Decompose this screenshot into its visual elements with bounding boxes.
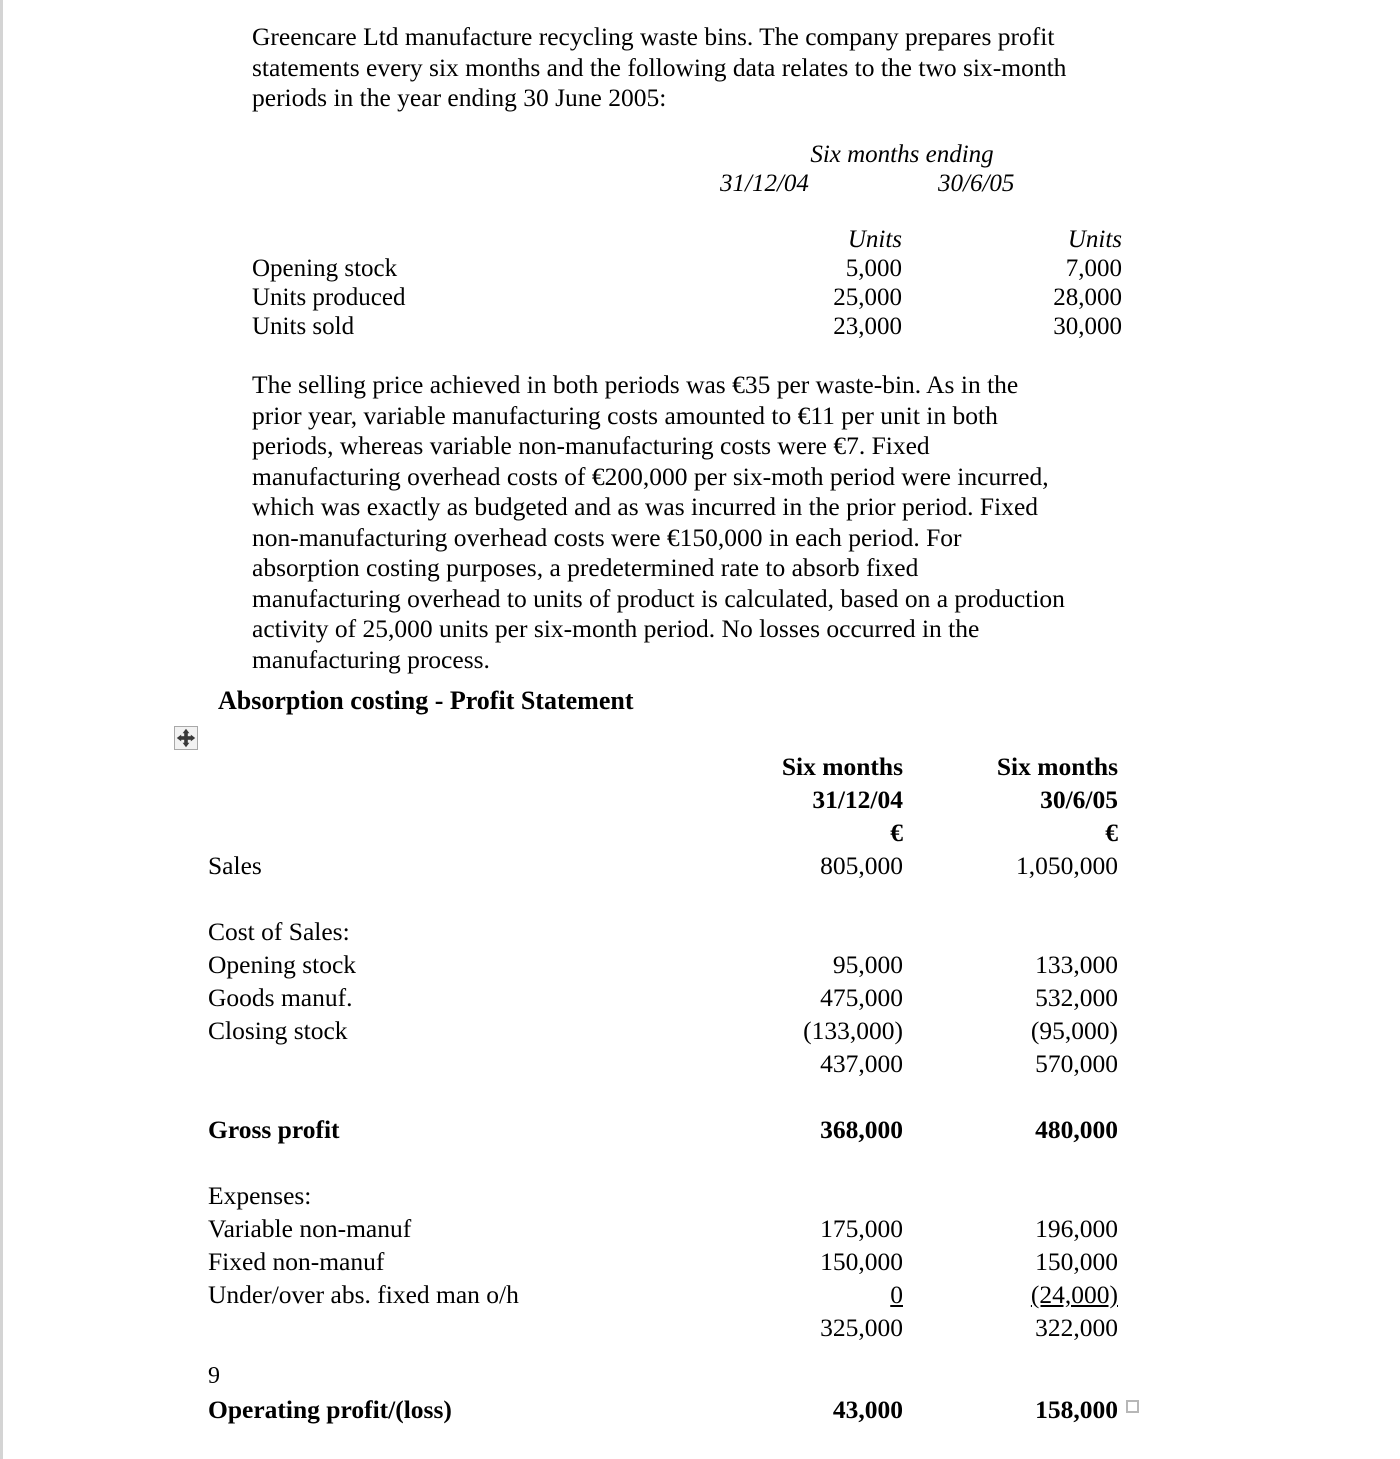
row-value-goods-manuf-col2: 532,000: [1035, 983, 1118, 1012]
statement-header-blank-2: [208, 783, 678, 816]
page-number-row: [208, 1360, 1118, 1393]
table-row-cost-of-sales-total: [208, 1047, 1118, 1080]
row-label-under-over-abs: Under/over abs. fixed man o/h: [208, 1280, 519, 1309]
page-title: Absorption costing - Profit Statement: [218, 686, 634, 715]
intro-units-header-1: Units: [847, 226, 902, 253]
intro-row-value-1-1: 25,000: [833, 284, 902, 311]
row-label-operating-profit: Operating profit/(loss): [208, 1395, 452, 1424]
row-value-operating-profit-col2: 158,000: [1035, 1395, 1118, 1424]
gap-cell-3c: [903, 1146, 1118, 1179]
row-label-opening-stock: Opening stock: [208, 950, 357, 979]
table-row-under-over-abs: [208, 1278, 1118, 1311]
row-value-goods-manuf-col1: 475,000: [820, 983, 903, 1012]
row-value-variable-non-manuf-col1: 175,000: [820, 1214, 903, 1243]
gap-cell-4a: [208, 1344, 678, 1360]
intro-row-label-1: Units produced: [252, 284, 406, 311]
gap-cell-4b: [678, 1344, 903, 1360]
row-value-expenses-header-col2: [903, 1179, 1118, 1212]
row-value-expenses-total-col2: 322,000: [1035, 1313, 1118, 1342]
gap-cell-2b: [678, 1080, 903, 1113]
row-label-cost-of-sales: Cost of Sales:: [208, 917, 350, 946]
row-value-sales-col2: 1,050,000: [1016, 851, 1118, 880]
intro-spacer-row: [252, 198, 1122, 225]
statement-currency-blank: [208, 816, 678, 849]
row-value-expenses-header-col1: [678, 1179, 903, 1212]
intro-row-label-0: Opening stock: [252, 255, 398, 282]
row-value-variable-non-manuf-col2: 196,000: [1035, 1214, 1118, 1243]
page-number-blank-1: [678, 1360, 903, 1393]
statement-gap-3: [208, 1146, 1118, 1179]
intro-paragraph-1: Greencare Ltd manufacture recycling waste bins. The company prepares profit statements every six months and the following data relates to the two six-month periods in the year ending 30 June 2005:: [252, 22, 1067, 112]
statement-gap-2: [208, 1080, 1118, 1113]
gap-cell-1c: [903, 882, 1118, 915]
intro-span-blank: [252, 140, 682, 169]
gap-cell-3b: [678, 1146, 903, 1179]
table-row-opening-stock: [208, 948, 1118, 981]
row-value-cos-header-col1: [678, 915, 903, 948]
intro-spacer-cell-2: [682, 198, 902, 225]
table-row-fixed-non-manuf: [208, 1245, 1118, 1278]
table-row-cost-of-sales-header: [208, 915, 1118, 948]
move-cross-icon: [175, 727, 197, 749]
row-value-under-over-abs-col1: [678, 1278, 903, 1311]
statement-header-1-col2: Six months: [996, 752, 1118, 781]
statement-header-row-1: [208, 750, 1118, 783]
row-value-opening-stock-col1: 95,000: [832, 950, 903, 979]
intro-row-value-2-1: 23,000: [833, 313, 902, 340]
table-row-expenses-header: [208, 1179, 1118, 1212]
intro-spacer-cell-1: [252, 198, 682, 225]
row-value-operating-profit-col1: 43,000: [832, 1395, 903, 1424]
row-value-under-over-abs-col2: [903, 1278, 1118, 1311]
row-label-cos-total: [208, 1047, 678, 1080]
intro-span-header: Six months ending: [810, 141, 994, 168]
row-value-closing-stock-col2: (95,000): [1030, 1016, 1118, 1045]
underlined-value-col2: (24,000): [1030, 1280, 1118, 1309]
table-row: [252, 312, 1122, 341]
table-row-sales: [208, 849, 1118, 882]
intro-period-header-2: 30/6/05: [938, 170, 1015, 197]
table-row-expenses-total: [208, 1311, 1118, 1344]
table-resize-handle[interactable]: [1126, 1400, 1139, 1413]
intro-row-value-2-2: 30,000: [1053, 313, 1122, 340]
intro-units-blank: [252, 225, 682, 254]
intro-data-table: [252, 140, 1122, 341]
table-row-gross-profit: [208, 1113, 1118, 1146]
row-value-expenses-total-col1: 325,000: [820, 1313, 903, 1342]
statement-header-2-col2: 30/6/05: [1040, 785, 1118, 814]
intro-paragraph-2: The selling price achieved in both periods was €35 per waste-bin. As in the prior year, variable manufacturing costs amounted to €11 per unit in both periods, whereas variable non-manufacturing costs were €7. Fixed manufacturing overhead costs of €200,000 per six-moth period were incurred, which was exactly as budgeted and as was incurred in the prior period. Fixed non-manufacturing overhead costs were €150,000 in each period. For absorption costing purposes, a predetermined rate to absorb fixed manufacturing overhead to units of product is calculated, based on a production activity of 25,000 units per six-month period. No losses occurred in the manufacturing process.: [252, 370, 1065, 674]
gap-cell-1b: [678, 882, 903, 915]
table-row-closing-stock: [208, 1014, 1118, 1047]
page-number-blank-2: [903, 1360, 1118, 1393]
page-number: 9: [208, 1363, 220, 1389]
table-move-handle[interactable]: [174, 726, 198, 750]
table-row-variable-non-manuf: [208, 1212, 1118, 1245]
currency-symbol-col1: €: [890, 818, 903, 847]
row-label-sales: Sales: [208, 851, 262, 880]
row-value-opening-stock-col2: 133,000: [1035, 950, 1118, 979]
statement-gap-4: [208, 1344, 1118, 1360]
table-row-goods-manuf: [208, 981, 1118, 1014]
intro-span-header-row: [252, 140, 1122, 169]
row-label-closing-stock: Closing stock: [208, 1016, 348, 1045]
row-label-fixed-non-manuf: Fixed non-manuf: [208, 1247, 385, 1276]
row-label-expenses: Expenses:: [208, 1181, 312, 1210]
row-value-closing-stock-col1: (133,000): [803, 1016, 903, 1045]
table-row: [252, 254, 1122, 283]
table-row: [252, 283, 1122, 312]
row-value-cos-total-col1: 437,000: [820, 1049, 903, 1078]
gap-cell-4c: [903, 1344, 1118, 1360]
profit-statement-table: [208, 750, 1118, 1426]
intro-row-value-0-1: 5,000: [845, 255, 902, 282]
row-value-gross-profit-col2: 480,000: [1035, 1115, 1118, 1144]
row-label-expenses-total: [208, 1311, 678, 1344]
row-label-goods-manuf: Goods manuf.: [208, 983, 353, 1012]
intro-row-value-0-2: 7,000: [1065, 255, 1122, 282]
table-row-operating-profit: [208, 1393, 1118, 1426]
gap-cell-2a: [208, 1080, 678, 1113]
row-value-fixed-non-manuf-col2: 150,000: [1035, 1247, 1118, 1276]
statement-currency-row: [208, 816, 1118, 849]
gap-cell-2c: [903, 1080, 1118, 1113]
row-label-variable-non-manuf: Variable non-manuf: [208, 1214, 412, 1243]
intro-period-header-1: 31/12/04: [720, 170, 809, 197]
statement-gap-1: [208, 882, 1118, 915]
row-value-cos-total-col2: 570,000: [1035, 1049, 1118, 1078]
gap-cell-1a: [208, 882, 678, 915]
statement-header-1-col1: Six months: [781, 752, 903, 781]
intro-units-header-row: [252, 225, 1122, 254]
row-value-fixed-non-manuf-col1: 150,000: [820, 1247, 903, 1276]
intro-spacer-cell-3: [902, 198, 1122, 225]
statement-header-row-2: [208, 783, 1118, 816]
row-value-gross-profit-col1: 368,000: [820, 1115, 903, 1144]
underlined-value-col1: 0: [890, 1280, 903, 1309]
statement-header-blank-1: [208, 750, 678, 783]
intro-units-header-2: Units: [1067, 226, 1122, 253]
intro-row-value-1-2: 28,000: [1053, 284, 1122, 311]
currency-symbol-col2: €: [1105, 818, 1118, 847]
row-value-sales-col1: 805,000: [820, 851, 903, 880]
intro-row-label-2: Units sold: [252, 313, 355, 340]
statement-header-2-col1: 31/12/04: [812, 785, 903, 814]
intro-period-blank: [252, 169, 682, 198]
intro-period-header-row: [252, 169, 1122, 198]
gap-cell-3a: [208, 1146, 678, 1179]
row-label-gross-profit: Gross profit: [208, 1115, 340, 1144]
row-value-cos-header-col2: [903, 915, 1118, 948]
